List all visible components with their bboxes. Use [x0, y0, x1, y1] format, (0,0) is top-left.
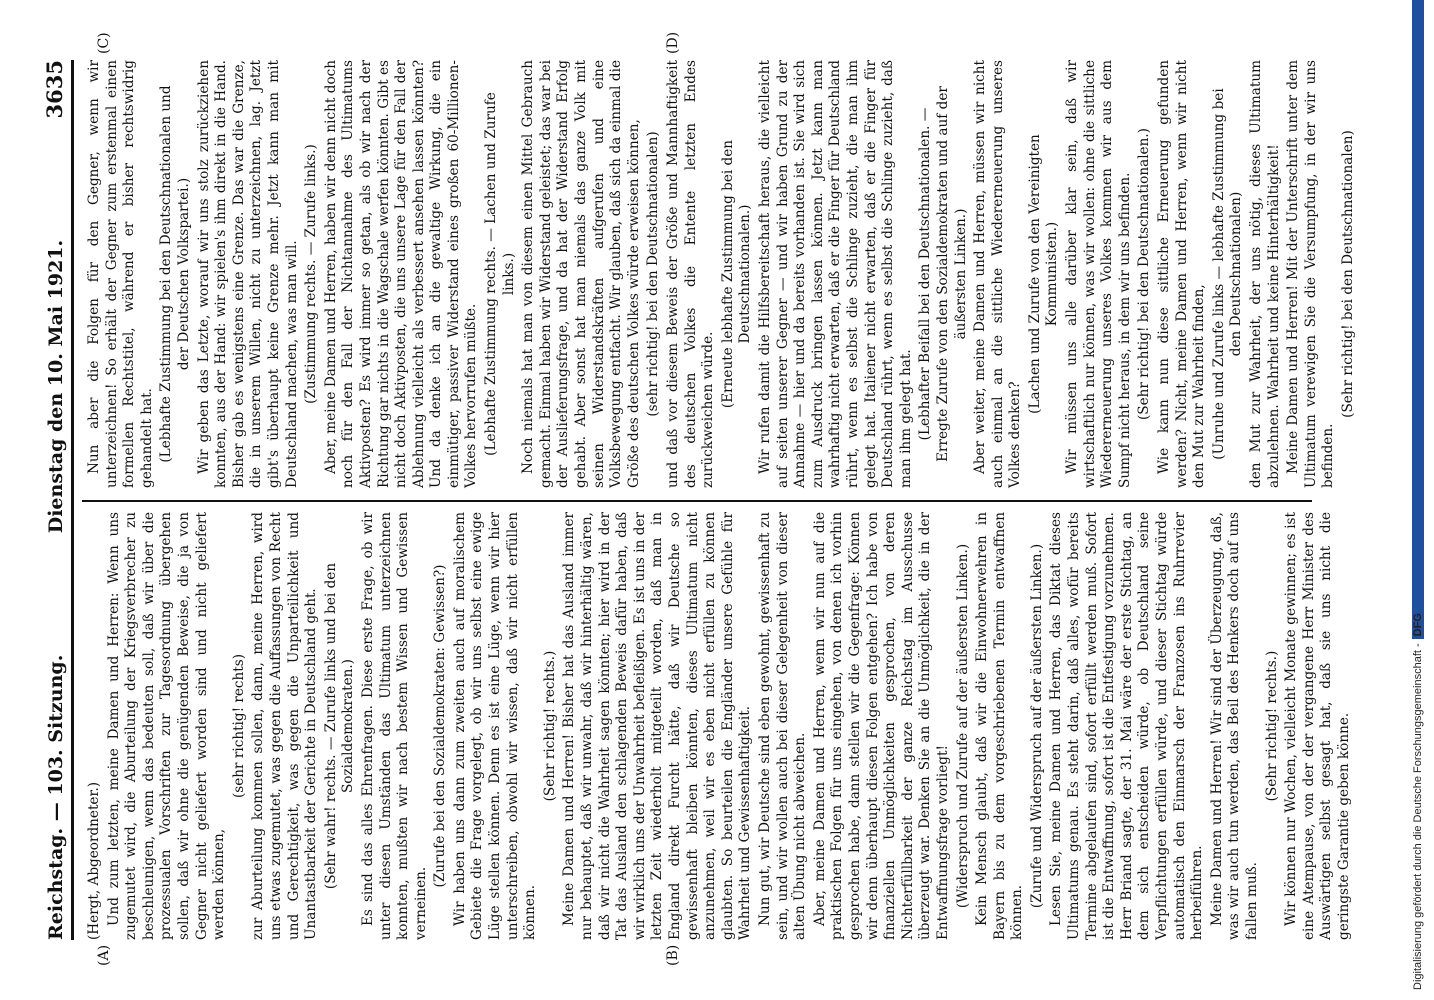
credit-text-wrap: [1412, 10, 1424, 990]
interjection: (Unruhe und Zurufe links — lebhafte Zustimmung bei den Deutschnationalen): [1210, 88, 1245, 460]
margin-marker-d: (D): [665, 31, 681, 54]
interjection: (Lebhafte Zustimmung rechts. — Lachen und Zurufe links.): [483, 92, 517, 456]
interjection: (Zustimmung rechts. — Zurufe links.): [303, 144, 320, 404]
interjection: (Lachen und Zurufe von den Vereinigten Kommunisten.): [1026, 134, 1061, 414]
interjection: (Lebhafter Beifall bei den Deutschnationalen. — Erregte Zurufe von den Sozialdemokraten und auf der äußersten Linken.): [917, 86, 969, 462]
margin-marker-c: (C): [96, 32, 112, 54]
left-column: [86, 512, 1356, 940]
interjection: (Sehr wahr! rechts. — Zurufe links und bei den Sozialdemokraten.): [322, 562, 357, 890]
paragraph: Es sind das alles Ehrenfragen. Diese erste Frage, ob wir unter diesen Umständen das Ultimatum unterzeichnen konnten, mußten wir nach bestem Wissen und Gewissen verneinen.: [359, 512, 429, 940]
header-session: Reichstag. — 103. Sitzung.: [45, 654, 67, 940]
interjection: (Erneute lebhafte Zustimmung bei den Deutschnationalen.): [719, 139, 754, 409]
page-header: [40, 60, 74, 940]
paragraph: Wir haben uns dann zum zweiten auch auf moralischem Gebiete die Frage vorgelegt, ob wir uns selbst eine ewige Lüge stellen können. Denn es ist eine Lüge, wenn wir hier unterschreiben, obwohl wir wissen, daß wir nicht erfüllen können.: [451, 512, 539, 940]
paragraph: Wir müssen uns alle darüber klar sein, daß wir wirtschaftlich nur können, was wir wollen: ohne die sittliche Wiedererneuerung unseres Volkes kommen wir aus dem Sumpf nicht heraus, in dem wir uns befinden.: [1064, 60, 1133, 488]
speaker-line: (Hergt, Abgeordneter.): [86, 781, 102, 940]
paragraph: Und zum letzten, meine Damen und Herren: Wenn uns zugemutet wird, die Aburteilung der Kriegsverbrecher zu beschleunigen, wenn das bedeuten soll, daß wir über die prozessualen Vorschriften zur Tagesordnung übergehen sollen, daß wir ohne die genügenden Beweise, die ja von Gegner nicht geliefert worden sind und nicht geliefert werden können,: [105, 512, 228, 940]
paragraph: Meine Damen und Herren! Mit der Unterschrift unter dem Ultimatum verewigen Sie die Versumpfung, in der wir uns befinden.: [1285, 60, 1337, 488]
paragraph: Noch niemals hat man von diesem einen Mittel Gebrauch gemacht. Einmal haben wir Widerstand geleistet; das war bei der Auslieferungsfrage, und da hat der Widerstand Erfolg gehabt. Aber sonst hat man niemals das ganze Volk mit seinen Widerstandskräften aufgerufen und eine Volksbewegung entfacht. Wir glauben, daß sich da einmal die Größe des deutschen Volkes würde erweisen können,: [520, 60, 642, 488]
paragraph: Aber, meine Damen und Herren, wenn wir nun auf die praktischen Folgen für uns eingehen, von denen ich vorhin gesprochen habe, dann stellen wir die Gegenfrage: Können wir denn überhaupt diesen Folgen entgehen? Ich habe von finanziellen Unmöglichkeiten gesprochen, von deren Nichterfüllbarkeit der ganze Reichstag im Ausschusse überzeugt war. Denken Sie an die Unmöglichkeit, die in der Entwaffnungsfrage vorliegt!: [811, 512, 951, 940]
paragraph: Wir geben das Letzte, worauf wir uns stolz zurückziehen konnten, aus der Hand: wir spielen's ihm direkt in die Hand. Bisher gab es wenigstens eine Grenze. Das war die Grenze, die in unserem Willen, nicht zu unterzeichnen, lag. Jetzt gibt's überhaupt keine Grenze mehr. Jetzt kann man mit Deutschland machen, was man will.: [195, 60, 300, 488]
paragraph: Kein Mensch glaubt, daß wir die Einwohnerwehren in Bayern bis zu dem vorgeschriebenen Termin entwaffnen können.: [974, 512, 1026, 940]
paragraph: und daß vor diesem Beweis der Größe und Mannhaftigkeit des deutschen Volkes die Entente letzten Endes zurückweichen würde.: [665, 60, 717, 488]
margin-marker-b: (B): [665, 944, 681, 966]
interjection: (Lebhafte Zustimmung bei den Deutschnationalen und der Deutschen Volkspartei.): [158, 85, 192, 463]
interjection: (sehr richtig! rechts): [230, 653, 247, 799]
paragraph: zur Aburteilung kommen sollen, dann, meine Herren, wird uns etwas zugemutet, was gegen die Auffassungen von Recht und Gerechtigkeit, was gegen die Unparteilichkeit und Unantastbarkeit der Gerichte in Deutschland geht.: [250, 512, 320, 940]
page-number: 3635: [42, 60, 67, 119]
paragraph: den Mut zur Wahrheit, der uns nötig, dieses Ultimatum abzulehnen. Wahrheit und keine Hinterhältigkeit!: [1248, 60, 1282, 488]
interjection: (Zurufe und Widerspruch auf der äußersten Linken.): [1028, 543, 1045, 909]
interjection: (Sehr richtig! bei den Deutschnationalen.): [1136, 128, 1153, 420]
paragraph: Meine Damen und Herren! Bisher hat das Ausland immer nur behauptet, daß wir unwahr, daß wir hinterhältig wären, daß wir nicht die Wahrheit sagen könnten; hier wird in der Tat das Ausland den schlagenden Beweis dafür haben, daß wir wirklich uns der Unwahrheit befleißigen. Es ist uns in der letzten Zeit wiederholt mitgeteilt worden, daß man in England direkt Furcht hätte, daß wir Deutsche so gewissenhaft bleiben könnten, dieses Ultimatum nicht anzunehmen, weil wir es eben nicht erfüllen zu können glaubten. So beurteilen die Engländer unsere Gefühle für Wahrheit und Gewissenhaftigkeit.: [561, 512, 754, 940]
header-date: Dienstag den 10. Mai 1921.: [45, 239, 67, 534]
interjection: (Zurufe bei den Sozialdemokraten: Gewissen?): [432, 564, 449, 888]
interjection: (Sehr richtig! bei den Deutschnationalen): [1339, 130, 1356, 418]
paragraph: Wir rufen damit die Hilfsbereitschaft heraus, die vielleicht auf seiten unserer Gegner — und wir haben Grund zu der Annahme — hier und da bereits vorhanden ist. Sie wird sich zum Ausdruck bringen lassen können. Jetzt kann man wahrhaftig nicht erwarten, daß er die Finger für Deutschland rührt, wenn es selbst die Schlinge zuzieht, die man ihm gelegt hat. Italiener nicht erwarten, daß er die Finger für Deutschland rührt, wenn es selbst die Schlinge zuzieht, daß man ihm gelegt hat.: [756, 60, 914, 488]
paragraph: Nun gut, wir Deutsche sind eben gewohnt, gewissenhaft zu sein, und wir wollen auch bei dieser Gelegenheit von dieser alten Übung nicht abweichen.: [756, 512, 809, 940]
paragraph: Aber, meine Damen und Herren, haben wir denn nicht doch noch für den Fall der Nichtannahme des Ultimatums Aktivposten? Es wird immer so getan, als ob wir nach der Richtung gar nichts in die Wagschale werfen könnten. Gibt es nicht doch Aktivposten, die uns unsere Lage für den Fall der Ablehnung vielleicht als verbessert ansehen lassen könnten? Und da denke ich an die gewaltige Wirkung, die ein einmütiger, passiver Widerstand eines großen 60-Millionen-Volkes hervorrufen müßte.: [322, 60, 480, 488]
column-divider: [82, 500, 1312, 502]
paragraph: Aber weiter, meine Damen und Herren, müssen wir nicht auch einmal an die sittliche Wiedererneuerung unseres Volkes denken?: [972, 60, 1024, 488]
dfg-logo: DFG: [1412, 0, 1424, 639]
interjection: (sehr richtig! bei den Deutschnationalen): [645, 131, 662, 417]
paragraph: Wir können nur Wochen, vielleicht Monate gewinnen; es ist eine Atempause, von der der vergangene Herr Minister des Auswärtigen selbst gesagt hat, daß sie uns nicht die geringste Garantie geben könne.: [1283, 512, 1352, 940]
paragraph: Lesen Sie, meine Damen und Herren, das Diktat dieses Ultimatums genau. Es steht darin, daß alles, wofür bereits Termine abgelaufen sind, sofort erfüllt werden muß. Sofort ist die Entwaffnung, sofort ist die Entfestigung vorzunehmen. Herr Briand sagte, der 31. Mai wäre der erste Stichtag, an dem sich entscheiden würde, ob Deutschland seine Verpflichtungen erfüllen würde, und dieser Stichtag würde automatisch den Einmarsch der Franzosen ins Ruhrrevier herbeiführen.: [1048, 512, 1206, 940]
interjection: (Sehr richtig! rechts.): [1263, 650, 1280, 802]
credit-text: Digitalisierung gefördert durch die Deutsche Forschungsgemeinschaft -: [1412, 643, 1424, 990]
paragraph: Nun aber die Folgen für den Gegner, wenn wir unterzeichnen! So erhält der Gegner zum erstenmal einen formellen Rechtstitel, während er bisher rechtswidrig gehandelt hat.: [86, 60, 155, 488]
interjection: (Widerspruch und Zurufe auf der äußersten Linken.): [954, 543, 971, 909]
right-column: [86, 60, 1360, 488]
paragraph: Wie kann nun diese sittliche Erneuerung gefunden werden? Nicht, meine Damen und Herren, wenn wir nicht den Mut zur Wahrheit finden,: [1156, 60, 1208, 488]
paragraph: Meine Damen und Herren! Wir sind der Überzeugung, daß, was wir auch tun werden, das Beil des Henkers doch auf uns fallen muß.: [1208, 512, 1260, 940]
digitization-credit: [1412, 10, 1430, 990]
margin-marker-a: (A): [96, 944, 112, 966]
interjection: (Sehr richtig! rechts.): [541, 650, 558, 802]
